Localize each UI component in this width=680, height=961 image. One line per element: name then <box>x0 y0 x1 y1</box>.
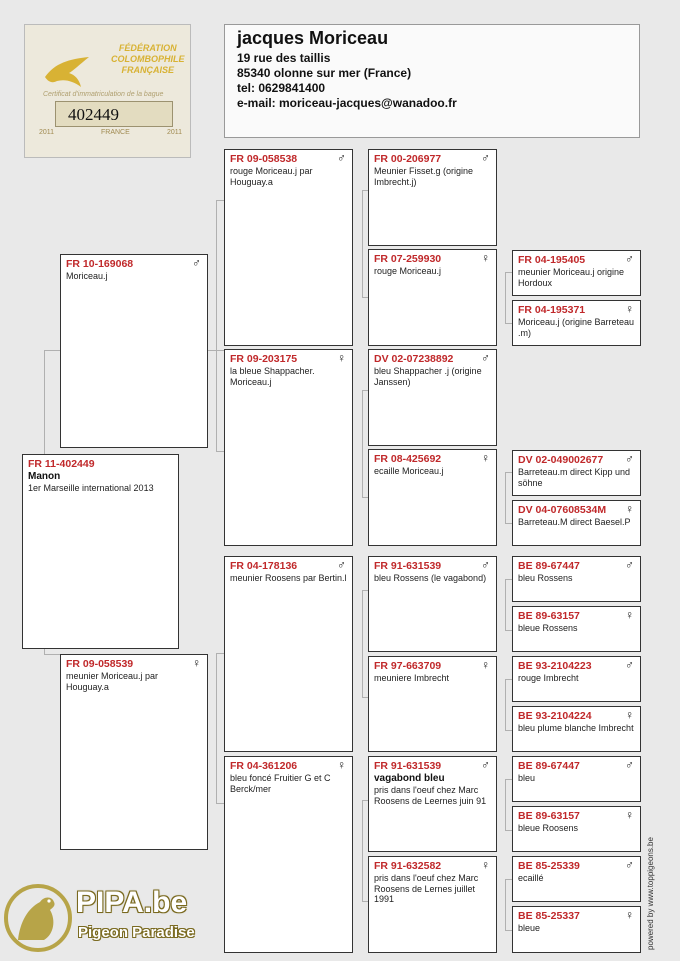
pigeon-card-gen3-5[interactable] <box>368 556 497 652</box>
female-symbol-icon: ♀ <box>625 908 634 922</box>
pigeon-ring-number: FR 09-058539 <box>66 658 134 670</box>
male-symbol-icon: ♂ <box>625 452 634 466</box>
pigeon-description: bleue Rossens <box>518 623 578 633</box>
male-symbol-icon: ♂ <box>625 858 634 872</box>
pigeon-card-gen4-7[interactable] <box>512 656 641 702</box>
pipa-logo[interactable] <box>4 880 204 958</box>
certificate-caption: Certificat d'immatriculation de la bague <box>43 91 164 98</box>
female-symbol-icon: ♀ <box>337 351 346 365</box>
male-symbol-icon: ♂ <box>481 758 490 772</box>
owner-street: 19 rue des taillis <box>237 51 331 65</box>
pigeon-ring-number: DV 04-07608534M <box>518 504 607 516</box>
female-symbol-icon: ♀ <box>481 858 490 872</box>
female-symbol-icon: ♀ <box>481 251 490 265</box>
pigeon-card-gen2-3[interactable] <box>224 556 353 752</box>
pigeon-card-gen3-3[interactable] <box>368 349 497 446</box>
certificate-ring-number: 402449 <box>55 101 173 127</box>
pipa-logo-title: PIPA.be <box>76 886 188 919</box>
female-symbol-icon: ♀ <box>192 656 201 670</box>
male-symbol-icon: ♂ <box>625 758 634 772</box>
female-symbol-icon: ♀ <box>625 502 634 516</box>
pigeon-ring-number: FR 91-632582 <box>374 860 442 872</box>
pigeon-card-gen3-8[interactable] <box>368 856 497 953</box>
pigeon-description: bleu Rossens (le vagabond) <box>374 573 487 583</box>
female-symbol-icon: ♀ <box>625 302 634 316</box>
female-symbol-icon: ♀ <box>481 451 490 465</box>
pigeon-ring-number: FR 00-206977 <box>374 153 442 165</box>
male-symbol-icon: ♂ <box>625 252 634 266</box>
pigeon-description: bleu <box>518 773 536 783</box>
pigeon-card-gen4-5[interactable] <box>512 556 641 602</box>
pigeon-description: ecaillé <box>518 873 544 883</box>
pigeon-description: la bleue Shappacher. Moriceau.j <box>230 366 315 387</box>
powered-by-link[interactable]: powered by www.toppigeons.be <box>646 837 655 950</box>
pigeon-card-gen2-1[interactable] <box>224 149 353 346</box>
pigeon-card-gen3-6[interactable] <box>368 656 497 752</box>
pigeon-card-gen2-2[interactable] <box>224 349 353 546</box>
male-symbol-icon: ♂ <box>337 558 346 572</box>
pigeon-card-gen3-2[interactable] <box>368 249 497 346</box>
pigeon-ring-number: BE 93-2104224 <box>518 710 592 722</box>
pigeon-ring-number: BE 85-25337 <box>518 910 580 922</box>
male-symbol-icon: ♂ <box>337 151 346 165</box>
federation-name: FÉDÉRATION COLOMBOPHILE FRANÇAISE <box>111 43 185 75</box>
pigeon-description: Barreteau.m direct Kipp und söhne <box>518 467 631 488</box>
pigeon-ring-number: FR 08-425692 <box>374 453 442 465</box>
pigeon-card-gen3-1[interactable] <box>368 149 497 246</box>
pigeon-card-gen4-3[interactable] <box>512 450 641 496</box>
pigeon-ring-number: BE 85-25339 <box>518 860 580 872</box>
pigeon-description: Meunier Fisset.g (origine Imbrecht.j) <box>374 166 474 187</box>
pigeon-description: bleu Rossens <box>518 573 573 583</box>
pigeon-ring-number: FR 09-058538 <box>230 153 298 165</box>
pigeon-description: ecaille Moriceau.j <box>374 466 444 476</box>
pigeon-card-gen4-11[interactable] <box>512 856 641 902</box>
pigeon-description: pris dans l'oeuf chez Marc Roosens de Leernes juin 91 <box>374 785 487 806</box>
owner-header <box>224 24 640 138</box>
pigeon-card-gen4-9[interactable] <box>512 756 641 802</box>
pigeon-ring-number: FR 09-203175 <box>230 353 298 365</box>
female-symbol-icon: ♀ <box>481 658 490 672</box>
pigeon-description: bleu Shappacher .j (origine Janssen) <box>374 366 482 387</box>
pigeon-card-gen3-7[interactable] <box>368 756 497 852</box>
pigeon-description: 1er Marseille international 2013 <box>28 483 154 493</box>
male-symbol-icon: ♂ <box>625 658 634 672</box>
pigeon-ring-number: FR 97-663709 <box>374 660 442 672</box>
male-symbol-icon: ♂ <box>192 256 201 270</box>
female-symbol-icon: ♀ <box>625 708 634 722</box>
male-symbol-icon: ♂ <box>625 558 634 572</box>
owner-name: jacques Moriceau <box>237 28 389 48</box>
pigeon-description: bleu plume blanche Imbrecht <box>518 723 634 733</box>
pigeon-ring-number: FR 91-631539 <box>374 760 442 772</box>
owner-email: e-mail: moriceau-jacques@wanadoo.fr <box>237 96 457 110</box>
owner-city: 85340 olonne sur mer (France) <box>237 66 412 80</box>
ring-certificate-photo <box>24 24 191 158</box>
owner-phone: tel: 0629841400 <box>237 81 326 95</box>
pigeon-ring-number: FR 07-259930 <box>374 253 442 265</box>
female-symbol-icon: ♀ <box>625 608 634 622</box>
pigeon-logo-icon <box>4 880 74 956</box>
pigeon-card-gen4-6[interactable] <box>512 606 641 652</box>
certificate-year-left: 2011 <box>39 129 55 136</box>
pigeon-description: Moriceau.j <box>66 271 108 281</box>
female-symbol-icon: ♀ <box>337 758 346 772</box>
pigeon-description: Barreteau.M direct Baesel.P <box>518 517 631 527</box>
pigeon-description: rouge Imbrecht <box>518 673 579 683</box>
pigeon-card-subject[interactable] <box>22 454 179 649</box>
pigeon-ring-number: FR 04-195371 <box>518 304 586 316</box>
pigeon-description: meunier Roosens par Bertin.l <box>230 573 347 583</box>
pigeon-ring-number: BE 93-2104223 <box>518 660 592 672</box>
male-symbol-icon: ♂ <box>481 351 490 365</box>
pigeon-name: Manon <box>28 471 61 482</box>
pigeon-ring-number: BE 89-63157 <box>518 810 580 822</box>
pigeon-card-gen4-10[interactable] <box>512 806 641 852</box>
pigeon-ring-number: FR 04-361206 <box>230 760 298 772</box>
pigeon-card-sire[interactable] <box>60 254 208 448</box>
pigeon-description: bleue Roosens <box>518 823 579 833</box>
pigeon-card-gen4-12[interactable] <box>512 906 641 953</box>
pigeon-card-gen4-8[interactable] <box>512 706 641 752</box>
pigeon-description: bleu foncé Fruitier G et C Berck/mer <box>230 773 331 794</box>
pigeon-description: Moriceau.j (origine Barreteau .m) <box>518 317 635 338</box>
female-symbol-icon: ♀ <box>625 808 634 822</box>
certificate-year-right: 2011 <box>167 129 183 136</box>
pigeon-description: pris dans l'oeuf chez Marc Roosens de Lernes juillet 1991 <box>374 873 479 904</box>
pigeon-description: meunier Moriceau.j origine Hordoux <box>518 267 625 288</box>
pigeon-description: meuniere Imbrecht <box>374 673 450 683</box>
pipa-logo-subtitle: Pigeon Paradise <box>78 924 195 941</box>
pigeon-card-gen3-4[interactable] <box>368 449 497 546</box>
pigeon-ring-number: BE 89-67447 <box>518 760 580 772</box>
certificate-country: FRANCE <box>101 129 130 136</box>
pigeon-ring-number: FR 04-195405 <box>518 254 586 266</box>
pigeon-card-gen2-4[interactable] <box>224 756 353 953</box>
pigeon-ring-number: DV 02-049002677 <box>518 454 604 466</box>
pigeon-ring-number: BE 89-67447 <box>518 560 580 572</box>
male-symbol-icon: ♂ <box>481 558 490 572</box>
pigeon-card-dam[interactable] <box>60 654 208 850</box>
pigeon-ring-number: BE 89-63157 <box>518 610 580 622</box>
pigeon-name: vagabond bleu <box>374 773 445 784</box>
pigeon-card-gen4-1[interactable] <box>512 250 641 296</box>
pigeon-ring-number: DV 02-07238892 <box>374 353 454 365</box>
federation-logo-icon <box>43 55 91 91</box>
male-symbol-icon: ♂ <box>481 151 490 165</box>
pigeon-ring-number: FR 10-169068 <box>66 258 134 270</box>
pigeon-ring-number: FR 04-178136 <box>230 560 298 572</box>
pigeon-description: rouge Moriceau.j <box>374 266 442 276</box>
pigeon-ring-number: FR 11-402449 <box>28 458 95 470</box>
pigeon-card-gen4-2[interactable] <box>512 300 641 346</box>
pigeon-card-gen4-4[interactable] <box>512 500 641 546</box>
pigeon-ring-number: FR 91-631539 <box>374 560 442 572</box>
pigeon-description: rouge Moriceau.j par Houguay.a <box>230 166 313 187</box>
pigeon-description: bleue <box>518 923 541 933</box>
pigeon-description: meunier Moriceau.j par Houguay.a <box>66 671 159 692</box>
